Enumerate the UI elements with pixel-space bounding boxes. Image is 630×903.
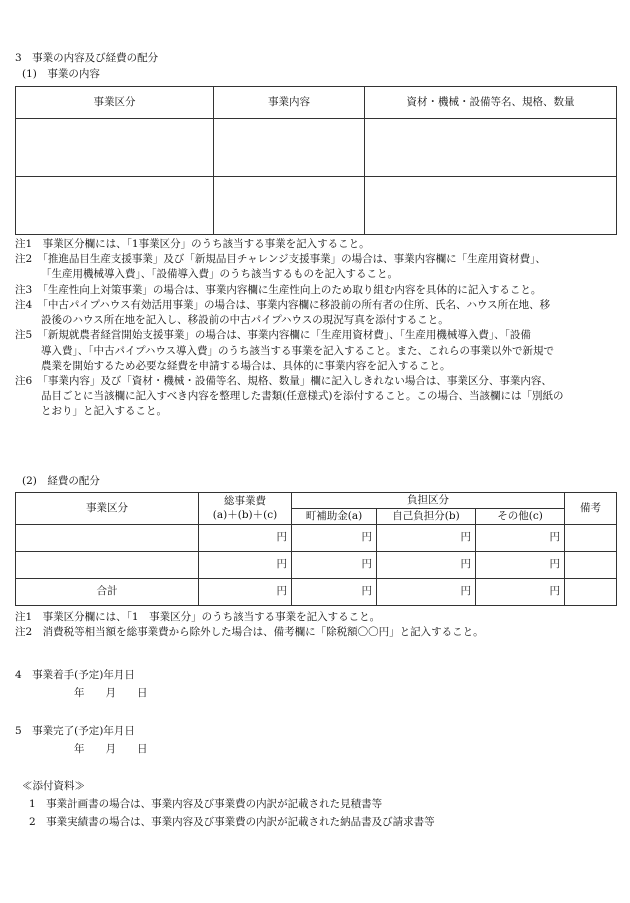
t2-cell-yen[interactable]: 円 [292, 552, 377, 579]
t1-header-kubun: 事業区分 [16, 87, 214, 119]
t2-cell-yen[interactable]: 円 [377, 552, 476, 579]
cost-allocation-table [15, 492, 617, 606]
t2-cell-yen[interactable]: 円 [377, 525, 476, 552]
note2-line: 「生産用機械導入費」、「設備導入費」のうち該当するものを記入すること。 [41, 268, 398, 281]
section3-sub2-heading: (2) 経費の配分 [22, 475, 100, 487]
section5-date-field[interactable]: 年 月 日 [74, 743, 148, 755]
t2-total-label: 合計 [16, 579, 199, 606]
t1-header-naiyou: 事業内容 [214, 87, 365, 119]
note6-line: とおり」と記入すること。 [41, 405, 167, 418]
t2-cell-kubun[interactable] [16, 552, 199, 579]
note4-line: 注4 「中古パイプハウス有効活用事業」の場合は、事業内容欄に移設前の所有者の住所、氏名、ハウス所在地、移 [15, 298, 551, 311]
t2-cell-yen[interactable]: 円 [292, 525, 377, 552]
t1-cell[interactable] [365, 177, 617, 235]
t1-cell[interactable] [16, 177, 214, 235]
t2-cell-yen[interactable]: 円 [476, 525, 565, 552]
note1-line: 注1 事業区分欄には、「1事業区分」のうち該当する事業を記入すること。 [15, 238, 370, 250]
t1-cell[interactable] [365, 119, 617, 177]
table1-notes [15, 237, 617, 420]
t2-cell-yen[interactable]: 円 [199, 525, 292, 552]
table2-notes [15, 610, 617, 640]
table-row [16, 177, 617, 235]
note5-line: 導入費」、「中古パイプハウス導入費」のうち該当する事業を記入すること。また、これらの事業以外で新規で [41, 344, 555, 357]
note3-line: 注3 「生産性向上対策事業」の場合は、事業内容欄に生産性向上のため取り組む内容を具体的に記入すること。 [15, 283, 542, 296]
t1-cell[interactable] [16, 119, 214, 177]
t2-cell-yen[interactable]: 円 [292, 579, 377, 606]
t2-cell-remarks[interactable] [565, 579, 617, 606]
attachment-item: 1 事業計画書の場合は、事業内容及び事業費の内訳が記載された見積書等 [29, 798, 383, 810]
t1-cell[interactable] [214, 177, 365, 235]
note6-line: 品目ごとに当該欄に記入すべき内容を整理した書類(任意様式)を添付すること。この場合、当該欄には「別紙の [41, 390, 564, 403]
table-row [16, 552, 617, 579]
t2-header-total-formula: (a)＋(b)＋(c) [212, 508, 278, 521]
t2-header-kubun: 事業区分 [16, 493, 199, 525]
section3-sub1-heading: (1) 事業の内容 [22, 68, 100, 80]
attachments-heading: ≪添付資料≫ [22, 780, 85, 792]
t1-cell[interactable] [214, 119, 365, 177]
t2-cell-yen[interactable]: 円 [377, 579, 476, 606]
section3-heading: 3 事業の内容及び経費の配分 [15, 52, 159, 64]
note6-line: 注6 「事業内容」及び「資材・機械・設備等名、規格、数量」欄に記入しきれない場合は、事業区分、事業内容、 [15, 374, 552, 387]
section4-date-field[interactable]: 年 月 日 [74, 687, 148, 699]
t1-header-shizai: 資材・機械・設備等名、規格、数量 [365, 87, 617, 119]
section5-heading: 5 事業完了(予定)年月日 [15, 725, 135, 737]
project-content-table [15, 86, 617, 235]
section4-heading: 4 事業着手(予定)年月日 [15, 669, 135, 681]
note5-line: 注5 「新規就農者経営開始支援事業」の場合は、事業内容欄に「生産用資材費」、「生産用機械導入費」、「設備 [15, 329, 531, 342]
t2-cell-kubun[interactable] [16, 525, 199, 552]
t2-cell-yen[interactable]: 円 [199, 579, 292, 606]
t2-note2-line: 注2 消費税等相当額を総事業費から除外した場合は、備考欄に「除税額〇〇円」と記入すること。 [15, 626, 484, 639]
t2-cell-yen[interactable]: 円 [476, 579, 565, 606]
table-row [16, 525, 617, 552]
t2-header-self: 自己負担分(b) [377, 509, 476, 525]
table-row [16, 119, 617, 177]
t2-header-town: 町補助金(a) [292, 509, 377, 525]
t2-cell-yen[interactable]: 円 [476, 552, 565, 579]
t2-cell-yen[interactable]: 円 [199, 552, 292, 579]
note4-line: 設後のハウス所在地を記入し、移設前の中古パイプハウスの現況写真を添付すること。 [41, 314, 449, 327]
t2-header-burden: 負担区分 [292, 493, 565, 509]
t2-cell-remarks[interactable] [565, 552, 617, 579]
t2-header-total [199, 493, 292, 525]
note2-line: 注2 「推進品目生産支援事業」及び「新規品目チャレンジ支援事業」の場合は、事業内容欄に「生産用資材費」、 [15, 253, 546, 266]
t2-header-remarks: 備考 [565, 493, 617, 525]
attachment-item: 2 事業実績書の場合は、事業内容及び事業費の内訳が記載された納品書及び請求書等 [29, 816, 435, 828]
t2-cell-remarks[interactable] [565, 525, 617, 552]
t2-note1-line: 注1 事業区分欄には、「1 事業区分」のうち該当する事業を記入すること。 [15, 611, 381, 623]
table-row-total [16, 579, 617, 606]
t2-header-other: その他(c) [476, 509, 565, 525]
note5-line: 農業を開始するため必要な経費を申請する場合は、具体的に事業内容を記入すること。 [41, 359, 451, 372]
t2-header-total-label: 総事業費 [224, 495, 266, 508]
